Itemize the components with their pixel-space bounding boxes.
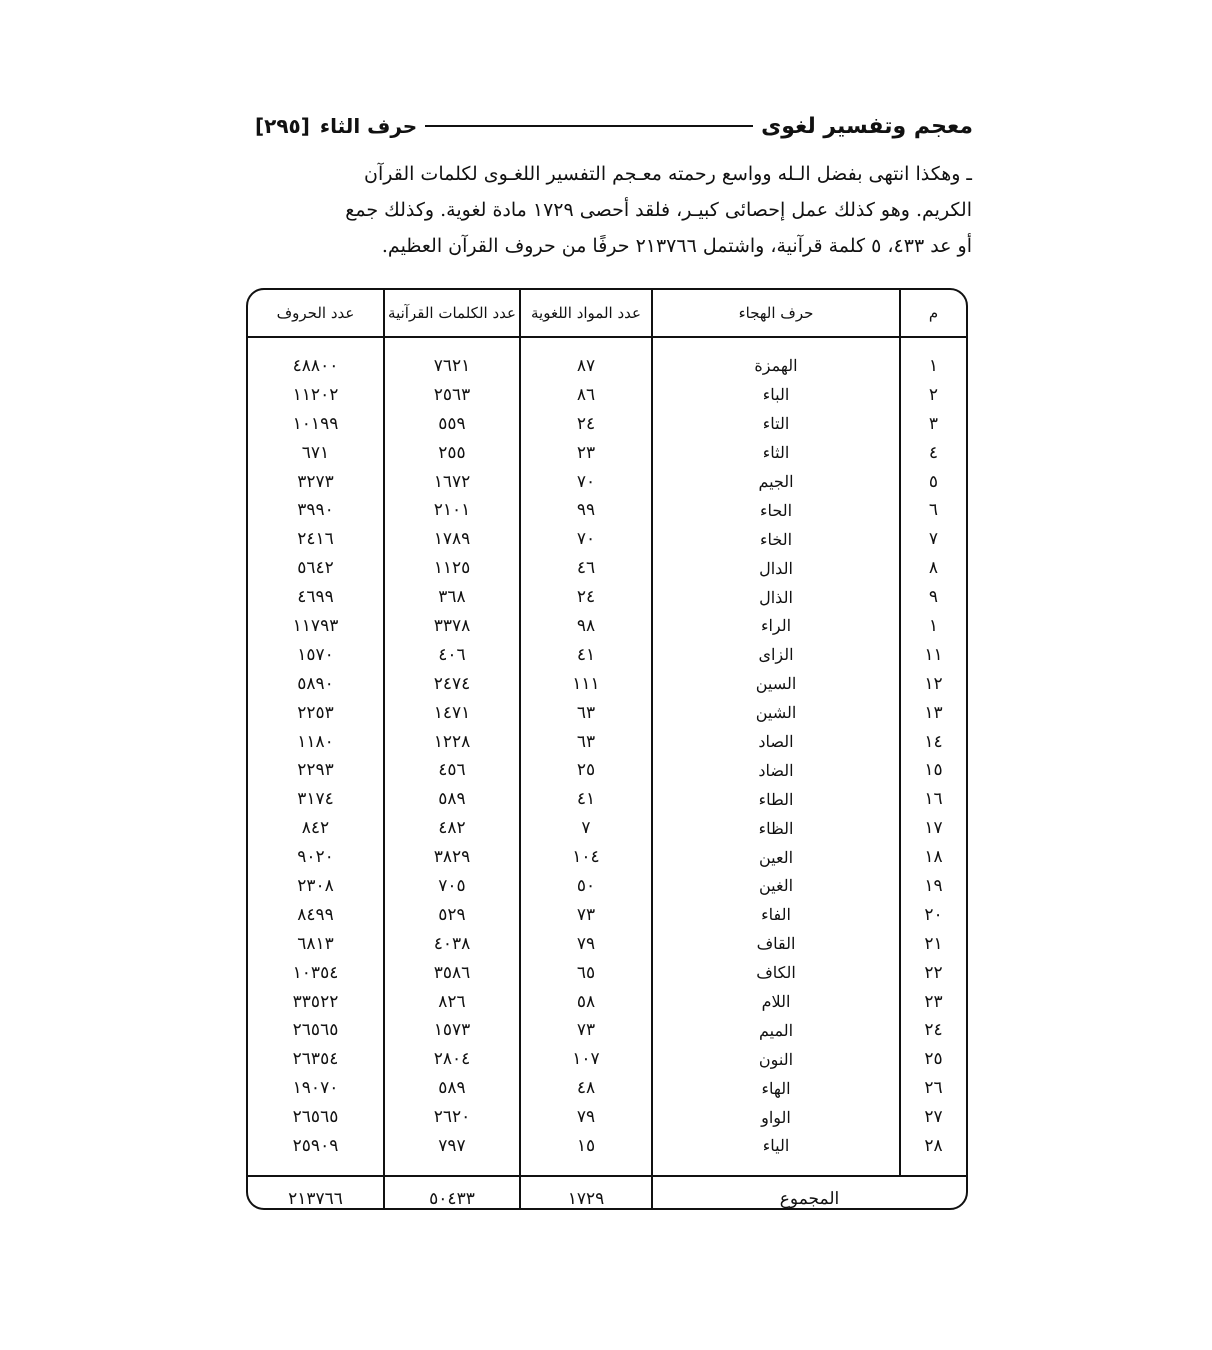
cell-words: ٨٢٦: [384, 988, 520, 1017]
table-row: [248, 785, 966, 814]
header-chars: عدد الحروف: [248, 290, 384, 337]
total-row: [248, 1176, 966, 1210]
cell-chars: ٩٠٢٠: [297, 847, 334, 868]
cell-words: ٣٥٨٦: [384, 959, 520, 988]
cell-num: ١: [900, 352, 966, 381]
table-row: [248, 1016, 966, 1045]
cell-num: ١: [900, 612, 966, 641]
cell-words: ٤٠٣٨: [384, 930, 520, 959]
table-row: [248, 901, 966, 930]
cell-roots: ٧: [520, 814, 652, 843]
cell-roots: ٢٥: [520, 756, 652, 785]
cell-letter: الراء: [652, 612, 900, 641]
cell-roots: ١٥: [520, 1132, 652, 1161]
cell-chars: ٢٢٥٣: [297, 702, 334, 723]
cell-roots: ٧٩: [520, 1103, 652, 1132]
cell-chars: ١٠٣٥٤: [292, 962, 339, 983]
cell-words: ٢٥٥: [384, 439, 520, 468]
cell-words: ٥٢٩: [384, 901, 520, 930]
cell-num: ٢٧: [900, 1103, 966, 1132]
cell-letter: الحاء: [652, 496, 900, 525]
cell-words: ٢٥٦٣: [384, 381, 520, 410]
cell-letter: اللام: [652, 988, 900, 1017]
statistics-table-frame: [246, 288, 968, 1210]
cell-letter: الثاء: [652, 439, 900, 468]
cell-chars: ٢٦٥٦٥: [292, 1020, 339, 1041]
header-num: م: [900, 290, 966, 337]
cell-num: ١٥: [900, 756, 966, 785]
cell-roots: ١١١: [520, 670, 652, 699]
table-row: [248, 468, 966, 497]
cell-roots: ٨٦: [520, 381, 652, 410]
table-body: [248, 337, 966, 1176]
cell-roots: ٢٤: [520, 410, 652, 439]
cell-letter: السين: [652, 670, 900, 699]
cell-num: ٥: [900, 468, 966, 497]
table-row: [248, 814, 966, 843]
cell-num: ٢٤: [900, 1016, 966, 1045]
cell-num: ٦: [900, 496, 966, 525]
table-row: [248, 670, 966, 699]
cell-words: ٢٤٧٤: [384, 670, 520, 699]
cell-chars: ١١٧٩٣: [292, 615, 339, 636]
cell-chars: ١١٢٠٢: [292, 384, 339, 405]
table-row: [248, 959, 966, 988]
cell-chars: ١٩٠٧٠: [292, 1078, 339, 1099]
total-chars: ٢١٣٧٦٦: [248, 1176, 384, 1210]
header-rule: [425, 125, 753, 127]
cell-letter: الشين: [652, 699, 900, 728]
cell-letter: الخاء: [652, 525, 900, 554]
cell-words: ٤٨٢: [384, 814, 520, 843]
cell-num: ١٧: [900, 814, 966, 843]
table-row: [248, 1132, 966, 1161]
cell-num: ٩: [900, 583, 966, 612]
table-row: [248, 988, 966, 1017]
cell-num: ٤: [900, 439, 966, 468]
cell-letter: الباء: [652, 381, 900, 410]
running-header: [255, 108, 973, 144]
cell-letter: الصاد: [652, 728, 900, 757]
cell-words: ٤٥٦: [384, 756, 520, 785]
cell-letter: الياء: [652, 1132, 900, 1161]
cell-num: ٢٦: [900, 1074, 966, 1103]
table-row: [248, 612, 966, 641]
cell-num: ٢٣: [900, 988, 966, 1017]
cell-words: ٣٨٢٩: [384, 843, 520, 872]
cell-chars: ١١٨٠: [297, 731, 334, 752]
intro-line: أو عد ٤٣٣، ٥ كلمة قرآنية، واشتمل ٢١٣٧٦٦ حرفًا من حروف القرآن العظيم.: [381, 235, 972, 257]
cell-chars: ٤٨٨٠٠: [292, 355, 339, 376]
cell-letter: الدال: [652, 554, 900, 583]
intro-line: الكريم. وهو كذلك عمل إحصائى كبيـر، فلقد أحصى ١٧٢٩ مادة لغوية. وكذلك جمع: [345, 199, 972, 221]
cell-num: ١٦: [900, 785, 966, 814]
cell-roots: ٦٣: [520, 699, 652, 728]
cell-roots: ٧٠: [520, 525, 652, 554]
cell-words: ٣٦٨: [384, 583, 520, 612]
total-roots: ١٧٢٩: [520, 1176, 652, 1210]
cell-roots: ٨٧: [520, 352, 652, 381]
cell-letter: التاء: [652, 410, 900, 439]
table-row: [248, 756, 966, 785]
spacer-row: [248, 337, 966, 352]
cell-letter: النون: [652, 1045, 900, 1074]
cell-chars: ١٥٧٠: [297, 644, 334, 665]
table-header-row: [248, 290, 966, 337]
cell-words: ٥٥٩: [384, 410, 520, 439]
cell-words: ٧٠٥: [384, 872, 520, 901]
table-row: [248, 728, 966, 757]
cell-words: ٤٠٦: [384, 641, 520, 670]
cell-words: ٢١٠١: [384, 496, 520, 525]
cell-roots: ٢٣: [520, 439, 652, 468]
cell-num: ١٤: [900, 728, 966, 757]
cell-num: ٢٢: [900, 959, 966, 988]
cell-chars: ٢٢٩٣: [297, 760, 334, 781]
cell-roots: ٩٩: [520, 496, 652, 525]
cell-chars: ٦٨١٣: [297, 933, 334, 954]
table-row: [248, 352, 966, 381]
header-words: عدد الكلمات القرآنية: [384, 290, 520, 337]
cell-roots: ٢٤: [520, 583, 652, 612]
cell-roots: ٦٣: [520, 728, 652, 757]
cell-num: ٢١: [900, 930, 966, 959]
cell-chars: ٢٦٣٥٤: [292, 1049, 339, 1070]
cell-words: ٢٦٢٠: [384, 1103, 520, 1132]
cell-num: ٢٥: [900, 1045, 966, 1074]
cell-chars: ٢٣٠٨: [297, 875, 334, 896]
cell-num: ٢٨: [900, 1132, 966, 1161]
cell-letter: العين: [652, 843, 900, 872]
cell-chars: ١٠١٩٩: [292, 413, 339, 434]
cell-num: ١٩: [900, 872, 966, 901]
cell-letter: الكاف: [652, 959, 900, 988]
cell-letter: الميم: [652, 1016, 900, 1045]
cell-chars: ٣٩٩٠: [297, 500, 334, 521]
cell-chars: ٢٥٩٠٩: [292, 1135, 339, 1156]
table-row: [248, 699, 966, 728]
cell-letter: الفاء: [652, 901, 900, 930]
cell-chars: ٥٦٤٢: [297, 558, 334, 579]
table-row: [248, 496, 966, 525]
intro-line: ـ وهكذا انتهى بفضل الـله وواسع رحمته معـجم التفسير اللغـوى لكلمات القرآن: [364, 163, 972, 185]
table-row: [248, 1103, 966, 1132]
table-row: [248, 381, 966, 410]
cell-words: ١١٢٥: [384, 554, 520, 583]
cell-num: ١٢: [900, 670, 966, 699]
cell-num: ١١: [900, 641, 966, 670]
cell-chars: ٣٣٥٢٢: [292, 991, 339, 1012]
cell-roots: ٧٠: [520, 468, 652, 497]
table-row: [248, 439, 966, 468]
cell-words: ٣٣٧٨: [384, 612, 520, 641]
cell-chars: ٤٦٩٩: [297, 587, 334, 608]
cell-num: ٣: [900, 410, 966, 439]
cell-roots: ١٠٤: [520, 843, 652, 872]
cell-words: ١٧٨٩: [384, 525, 520, 554]
table-row: [248, 843, 966, 872]
cell-roots: ٧٣: [520, 901, 652, 930]
cell-roots: ٤١: [520, 641, 652, 670]
cell-num: ١٣: [900, 699, 966, 728]
cell-roots: ٦٥: [520, 959, 652, 988]
cell-roots: ٧٩: [520, 930, 652, 959]
cell-words: ٧٩٧: [384, 1132, 520, 1161]
cell-chars: ٣١٧٤: [297, 789, 334, 810]
statistics-table: [248, 290, 966, 1210]
total-label: المجموع: [652, 1176, 966, 1210]
cell-words: ٥٨٩: [384, 785, 520, 814]
cell-num: ٨: [900, 554, 966, 583]
table-row: [248, 583, 966, 612]
header-letter: حرف الهجاء: [652, 290, 900, 337]
table-row: [248, 641, 966, 670]
cell-chars: ٨٤٢: [301, 818, 330, 839]
intro-paragraph: [252, 156, 972, 264]
table-row: [248, 1074, 966, 1103]
table-row: [248, 930, 966, 959]
cell-words: ١٢٢٨: [384, 728, 520, 757]
cell-letter: الهمزة: [652, 352, 900, 381]
cell-letter: القاف: [652, 930, 900, 959]
cell-chars: ٣٢٧٣: [297, 471, 334, 492]
cell-chars: ٨٤٩٩: [297, 904, 334, 925]
cell-chars: ٢٦٥٦٥: [292, 1107, 339, 1128]
chapter-title: حرف الثاء: [319, 114, 418, 138]
table-row: [248, 554, 966, 583]
cell-letter: الغين: [652, 872, 900, 901]
cell-words: ٥٨٩: [384, 1074, 520, 1103]
cell-chars: ٢٤١٦: [297, 529, 334, 550]
book-title: معجم وتفسير لغوى: [761, 113, 973, 139]
page-number: [٢٩٥]: [255, 114, 310, 138]
cell-roots: ٤١: [520, 785, 652, 814]
cell-roots: ٧٣: [520, 1016, 652, 1045]
table-row: [248, 410, 966, 439]
cell-chars: ٥٨٩٠: [297, 673, 334, 694]
total-words: ٥٠٤٣٣: [384, 1176, 520, 1210]
cell-num: ٢: [900, 381, 966, 410]
table-row: [248, 872, 966, 901]
cell-roots: ٩٨: [520, 612, 652, 641]
cell-roots: ٤٨: [520, 1074, 652, 1103]
cell-words: ١٤٧١: [384, 699, 520, 728]
cell-words: ٢٨٠٤: [384, 1045, 520, 1074]
cell-letter: الذال: [652, 583, 900, 612]
table-row: [248, 525, 966, 554]
cell-words: ١٦٧٢: [384, 468, 520, 497]
cell-words: ١٥٧٣: [384, 1016, 520, 1045]
cell-chars: ٦٧١: [301, 442, 330, 463]
cell-letter: الطاء: [652, 785, 900, 814]
cell-num: ١٨: [900, 843, 966, 872]
cell-roots: ١٠٧: [520, 1045, 652, 1074]
cell-letter: الجيم: [652, 468, 900, 497]
cell-letter: الواو: [652, 1103, 900, 1132]
cell-roots: ٥٨: [520, 988, 652, 1017]
cell-words: ٧٦٢١: [384, 352, 520, 381]
header-roots: عدد المواد اللغوية: [520, 290, 652, 337]
cell-letter: الهاء: [652, 1074, 900, 1103]
spacer-row: [248, 1161, 966, 1176]
cell-num: ٧: [900, 525, 966, 554]
cell-letter: الضاد: [652, 756, 900, 785]
cell-roots: ٥٠: [520, 872, 652, 901]
cell-num: ٢٠: [900, 901, 966, 930]
cell-letter: الظاء: [652, 814, 900, 843]
table-row: [248, 1045, 966, 1074]
cell-roots: ٤٦: [520, 554, 652, 583]
cell-letter: الزاى: [652, 641, 900, 670]
